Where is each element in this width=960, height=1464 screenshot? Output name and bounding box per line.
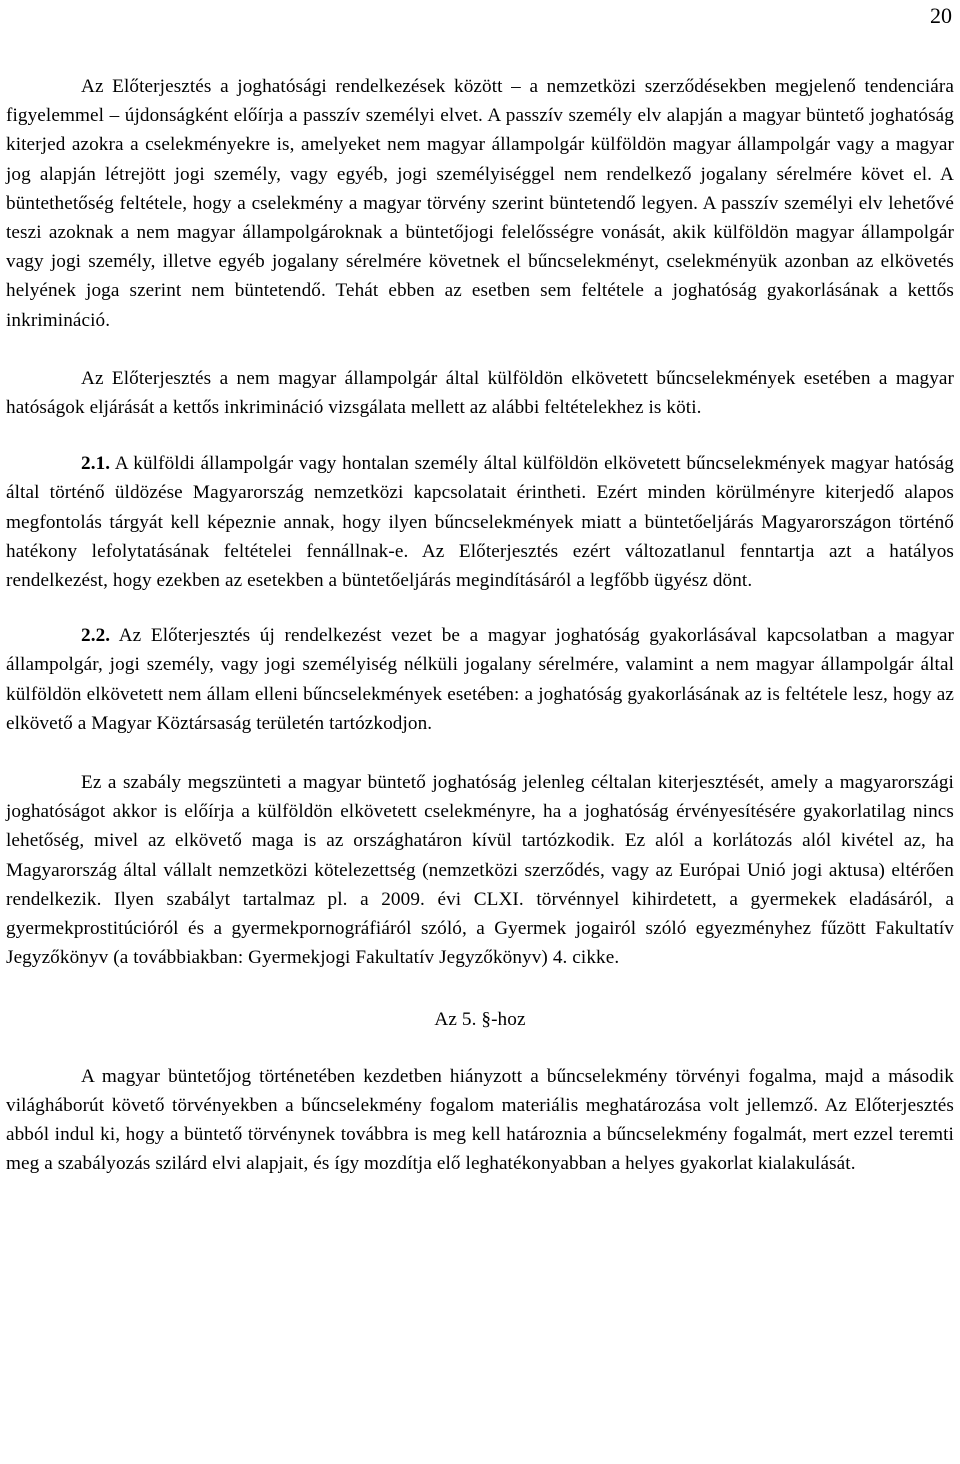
document-body [6,72,954,1179]
section-number-2-2: 2.2. [81,625,111,647]
paragraph-2-1 [6,449,954,595]
section-heading: Az 5. §-hoz [434,1009,526,1031]
paragraph-2-2 [6,621,954,738]
paragraph-2-2-text: Az Előterjesztés új rendelkezést vezet be a magyar joghatóság gyakorlásával kapcsolatban a magyar állampolgár, jogi személy, vagy jogi személyiség nélküli jogalany sérelmére, valamint a nem magyar állampolgár által külföldön elkövetett nem állam elleni bűncselekmények esetében: a joghatóság gyakorlásának az is feltétele lesz, hogy az elkövető a Magyar Köztársaság területén tartózkodjon. [6,625,954,734]
section-number-2-1: 2.1. [81,453,111,475]
paragraph-2-1-text: A külföldi állampolgár vagy hontalan személy által külföldön elkövetett bűncselekmények magyar hatóság által történő üldözése Magyarország nemzetközi kapcsolatait érintheti. Ezért minden körülményre kiterjedő alapos megfontolás tárgyát kell képeznie annak, hogy ilyen bűncselekmények miatt a büntetőeljárás Magyarországon történő hatékony lefolytatásának feltételei fennállnak-e. Az Előterjesztés ezért változatlanul fenntartja azt a hatályos rendelkezést, hogy ezekben az esetekben a büntetőeljárás megindításáról a legfőbb ügyész dönt. [6,453,954,592]
paragraph-passive-personality: Az Előterjesztés a joghatósági rendelkezések között – a nemzetközi szerződésekben megjelenő tendenciára figyelemmel – újdonságként előírja a passzív személyi elvet. A passzív személy elv alapján a magyar büntető joghatóság kiterjed azokra a cselekményekre is, amelyeket nem magyar állampolgár külföldön magyar állampolgár vagy a magyar jog alapján létrejött jogi személy, vagy egyéb, jogi személyiséggel nem rendelkező jogalany sérelmére követ el. A büntethetőség feltétele, hogy a cselekmény a magyar törvény szerint büntetendő legyen. A passzív személyi elv lehetővé teszi azoknak a nem magyar állampolgároknak a büntetőjogi felelősségre vonását, akik külföldön magyar állampolgár vagy jogi személy, illetve egyéb jogalany sérelmére követnek el bűncselekményt, cselekményük azonban az elkövetés helyének joga szerint nem büntetendő. Tehát ebben az esetben sem feltétele a joghatóság gyakorlásának a kettős inkrimináció. [6,76,954,331]
paragraph-conditions-intro: Az Előterjesztés a nem magyar állampolgár által külföldön elkövetett bűncselekmények esetében a magyar hatóságok eljárását a kettős inkrimináció vizsgálata mellett az alábbi feltételekhez is köti. [6,367,954,419]
paragraph-rule-explanation: Ez a szabály megszünteti a magyar büntető joghatóság jelenleg céltalan kiterjesztését, amely a magyarországi joghatóságot akkor is előírja a külföldön elkövetett cselekményre, ha a joghatóság érvényesítésére gyakorlatilag nincs lehetőség, mivel az elkövető maga is az országhatáron kívül tartózkodik. Ez alól a korlátozás alól kivétel az, ha Magyarország által vállalt nemzetközi kötelezettség (nemzetközi szerződés, vagy az Európai Unió jogi aktusa) eltérően rendelkezik. Ilyen szabályt tartalmaz pl. a 2009. évi CLXI. törvénnyel kihirdetett, a gyermekek eladásáról, a gyermekprostitúcióról és a gyermekpornográfiáról szóló, a Gyermek jogairól szóló egyezményhez fűzött Fakultatív Jegyzőkönyv (a továbbiakban: Gyermekjogi Fakultatív Jegyzőkönyv) 4. cikke. [6,772,954,969]
paragraph-crime-concept: A magyar büntetőjog történetében kezdetben hiányzott a bűncselekmény törvényi fogalma, majd a második világháborút követő törvényekben a bűncselekmény fogalom materiális meghatározása volt jellemző. Az Előterjesztés abból indul ki, hogy a büntető törvénynek továbbra is meg kell határoznia a bűncselekmény fogalmát, mert ezzel teremti meg a szabályozás szilárd elvi alapjait, és így mozdítja elő leghatékonyabban a helyes gyakorlat kialakulását. [6,1065,954,1175]
page-number: 20 [930,3,952,28]
